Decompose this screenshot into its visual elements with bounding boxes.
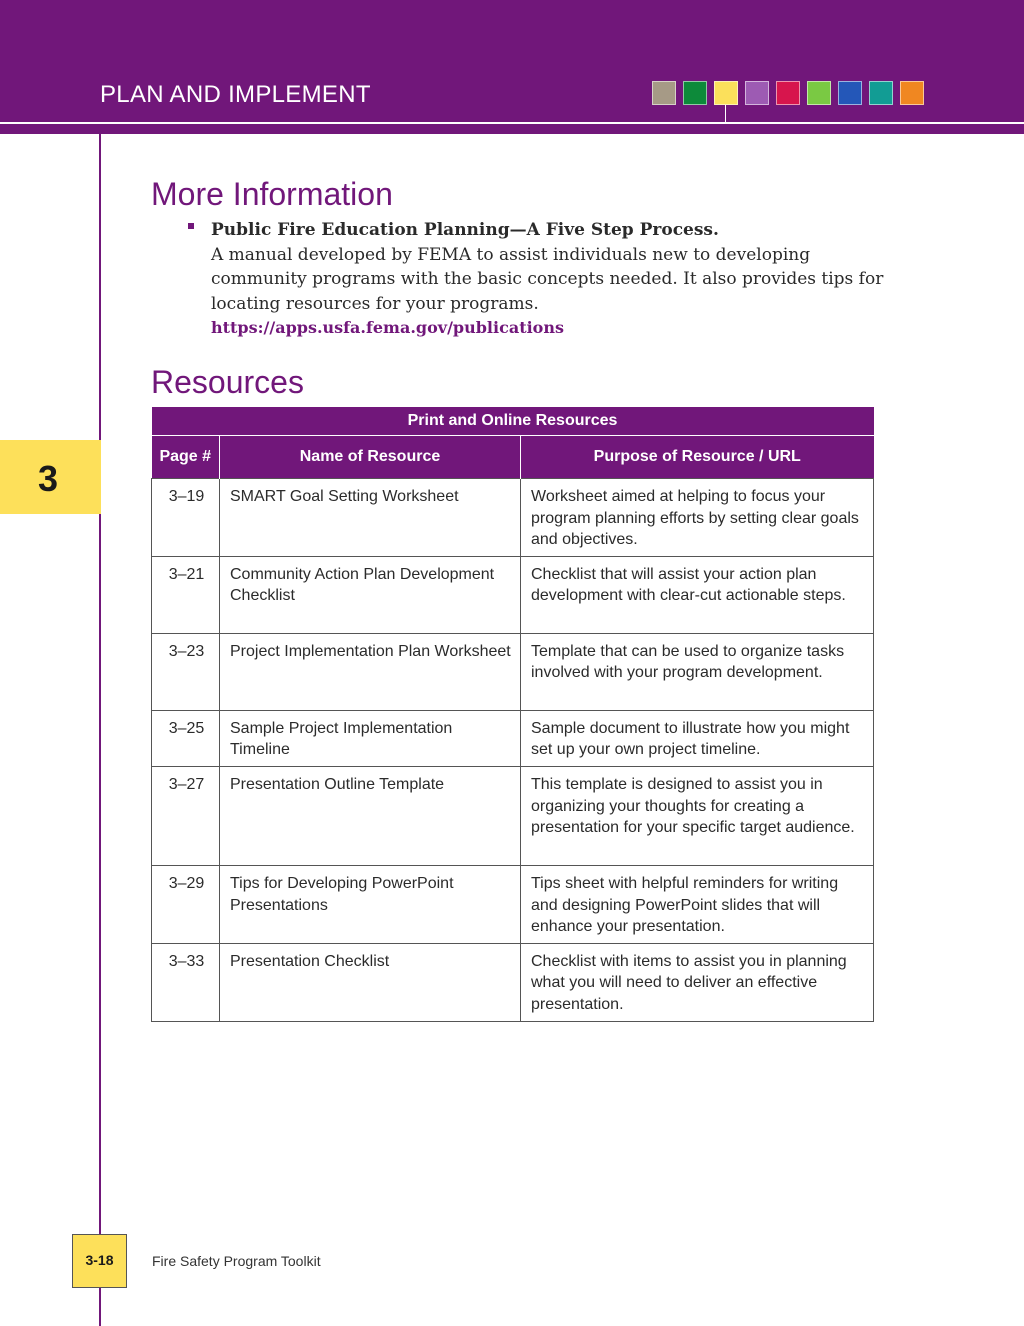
column-header-page: Page # [152,436,220,479]
cell-name: Sample Project Implementation Timeline [220,710,521,766]
table-row [152,865,874,943]
cell-purpose: Tips sheet with helpful reminders for writing and designing PowerPoint slides that will enhance your presentation. [521,865,874,943]
table-row [152,479,874,557]
table-row [152,710,874,766]
cell-name: Tips for Developing PowerPoint Presentations [220,865,521,943]
cell-name: Presentation Outline Template [220,766,521,865]
chapter-swatch [652,81,676,105]
footer-page-number: 3-18 [85,1252,114,1268]
cell-name: Presentation Checklist [220,943,521,1021]
chapter-number: 3 [38,458,59,499]
bullet-square-icon [188,223,194,229]
active-chapter-marker [725,105,726,124]
publication-description: A manual developed by FEMA to assist individuals new to developing community programs with the basic concepts needed. It also provides tips for locating resources for your programs. [211,244,884,314]
cell-page: 3–27 [152,766,220,865]
chapter-swatch [776,81,800,105]
chapter-swatch [900,81,924,105]
cell-page: 3–33 [152,943,220,1021]
chapter-swatch [838,81,862,105]
cell-purpose: Checklist that will assist your action plan development with clear-cut actionable steps. [521,556,874,633]
cell-page: 3–19 [152,479,220,557]
cell-page: 3–21 [152,556,220,633]
cell-page: 3–25 [152,710,220,766]
publication-title: Public Fire Education Planning—A Five Step Process. [211,220,719,240]
cell-name: Project Implementation Plan Worksheet [220,633,521,710]
cell-name: SMART Goal Setting Worksheet [220,479,521,557]
resources-table [151,407,874,1022]
table-row [152,556,874,633]
cell-purpose: This template is designed to assist you in organizing your thoughts for creating a presentation for your specific target audience. [521,766,874,865]
more-info-item [211,218,891,341]
chapter-swatch [683,81,707,105]
section-header-title: PLAN AND IMPLEMENT [100,81,371,108]
cell-purpose: Worksheet aimed at helping to focus your program planning efforts by setting clear goals and objectives. [521,479,874,557]
margin-rule [99,134,101,1326]
chapter-swatch [869,81,893,105]
chapter-swatch [807,81,831,105]
column-header-purpose: Purpose of Resource / URL [521,436,874,479]
cell-purpose: Checklist with items to assist you in planning what you will need to deliver an effective presentation. [521,943,874,1021]
footer-document-title: Fire Safety Program Toolkit [152,1253,321,1269]
table-row [152,766,874,865]
chapter-swatch [745,81,769,105]
cell-page: 3–23 [152,633,220,710]
publication-url-link[interactable]: https://apps.usfa.fema.gov/publications [211,318,564,337]
table-row [152,633,874,710]
table-caption: Print and Online Resources [152,407,874,436]
cell-purpose: Template that can be used to organize tasks involved with your program development. [521,633,874,710]
more-information-heading: More Information [151,176,393,212]
cell-name: Community Action Plan Development Checklist [220,556,521,633]
cell-purpose: Sample document to illustrate how you might set up your own project timeline. [521,710,874,766]
header-rule [0,124,1024,134]
chapter-swatch [714,81,738,105]
cell-page: 3–29 [152,865,220,943]
table-row [152,943,874,1021]
column-header-name: Name of Resource [220,436,521,479]
resources-heading: Resources [151,364,304,400]
